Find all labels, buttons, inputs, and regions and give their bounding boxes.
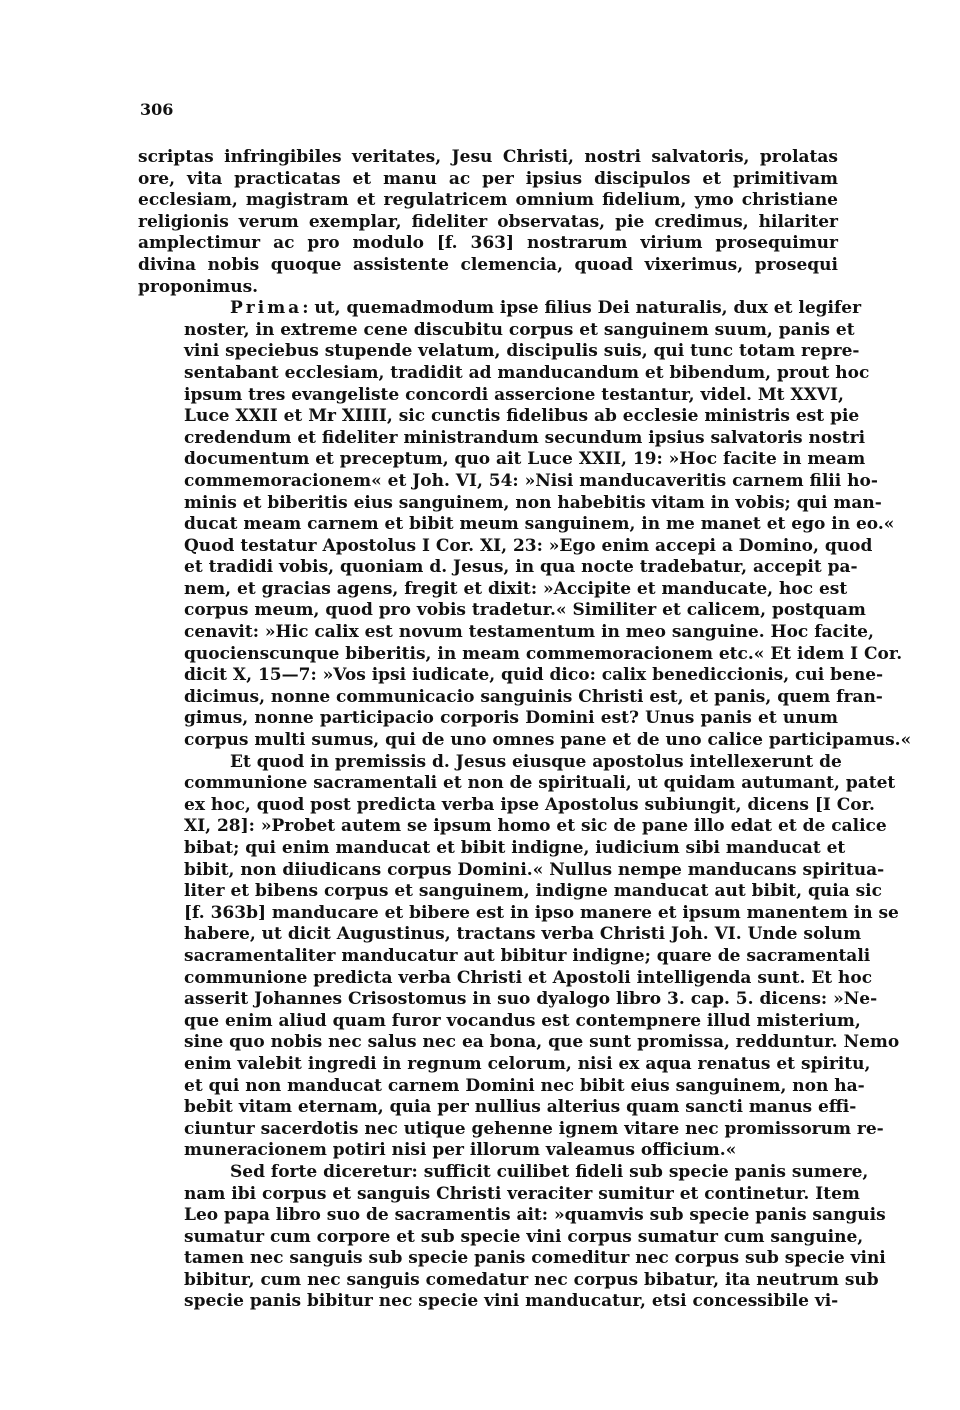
text-line: corpus meum, quod pro vobis tradetur.« Similiter et calicem, postquam <box>184 600 866 621</box>
text-line: vini speciebus stupende velatum, discipulis suis, qui tunc totam repre- <box>184 341 860 362</box>
text-line: asserit Johannes Crisostomus in suo dyalogo libro 3. cap. 5. dicens: »Ne- <box>184 989 878 1010</box>
text-line: ore, vita practicatas et manu ac per ipsius discipulos et primitivam <box>138 168 838 189</box>
text-line: sentabant ecclesiam, tradidit ad manducandum et bibendum, prout hoc <box>184 362 870 383</box>
text-line: ciuntur sacerdotis nec utique gehenne ignem vitare nec promissorum re- <box>184 1118 884 1139</box>
text-line: proponimus. <box>138 276 259 297</box>
text-line: amplectimur ac pro modulo [f. 363] nostrarum virium prosequimur <box>138 233 838 254</box>
text-line: sumatur cum corpore et sub specie vini corpus sumatur cum sanguine, <box>184 1226 864 1247</box>
paragraph <box>138 1161 886 1313</box>
text-line: tamen nec sanguis sub specie panis comeditur nec corpus sub specie vini <box>184 1248 886 1269</box>
text-line: bibit, non diiudicans corpus Domini.« Nullus nempe manducans spiritua- <box>184 859 885 880</box>
text-line: nam ibi corpus et sanguis Christi veraciter sumitur et continetur. Item <box>184 1183 860 1204</box>
paragraph <box>138 298 912 751</box>
text-line: [f. 363b] manducare et bibere est in ipso manere et ipsum manentem in se <box>184 902 899 923</box>
body-text <box>138 147 912 1313</box>
paragraph <box>138 751 900 1162</box>
text-line: sine quo nobis nec salus nec ea bona, que sunt promissa, redduntur. Nemo <box>184 1032 900 1053</box>
text-line: gimus, nonne participacio corporis Domini est? Unus panis et unum <box>184 708 838 729</box>
text-line: Quod testatur Apostolus I Cor. XI, 23: »Ego enim accepi a Domino, quod <box>184 535 873 556</box>
text-line: corpus multi sumus, qui de uno omnes pane et de uno calice participamus.« <box>184 730 912 751</box>
text-line: religionis verum exemplar, fideliter observatas, pie credimus, hilariter <box>138 211 838 232</box>
text-line: cenavit: »Hic calix est novum testamentum in meo sanguine. Hoc facite, <box>184 622 874 643</box>
text-line: specie panis bibitur nec specie vini manducatur, etsi concessibile vi- <box>184 1291 839 1312</box>
text-line: muneracionem potiri nisi per illorum valeamus officium.« <box>184 1140 737 1161</box>
text-line: dicit X, 15—7: »Vos ipsi iudicate, quid dico: calix benediccionis, cui bene- <box>184 665 884 686</box>
text-line: que enim aliud quam furor vocandus est contempnere illud misterium, <box>184 1010 861 1031</box>
text-line: noster, in extreme cene discubitu corpus et sanguinem suum, panis et <box>184 319 855 340</box>
page-number: 306 <box>140 100 174 119</box>
text-line: nem, et gracias agens, fregit et dixit: »Accipite et manducate, hoc est <box>184 578 848 599</box>
text-line: Prima: ut, quemadmodum ipse filius Dei naturalis, dux et legifer <box>230 298 862 319</box>
text-line: credendum et fideliter ministrandum secundum ipsius salvatoris nostri <box>184 427 866 448</box>
text-line: dicimus, nonne communicacio sanguinis Christi est, et panis, quem fran- <box>184 686 883 707</box>
text-line: bibat; qui enim manducat et bibit indigne, iudicium sibi manducat et <box>184 838 846 858</box>
text-line: quocienscunque biberitis, in meam commemoracionem etc.« Et idem I Cor. <box>184 643 903 664</box>
text-line: enim valebit ingredi in regnum celorum, nisi ex aqua renatus et spiritu, <box>184 1053 871 1074</box>
text-line: commemoracionem« et Joh. VI, 54: »Nisi manducaveritis carnem filii ho- <box>184 470 878 491</box>
text-line: scriptas infringibiles veritates, Jesu Christi, nostri salvatoris, prolatas <box>138 147 838 167</box>
text-line: minis et biberitis eius sanguinem, non habebitis vitam in vobis; qui man- <box>184 492 882 513</box>
text-line: communione sacramentali et non de spirituali, ut quidam autumant, patet <box>184 773 896 794</box>
text-line: ex hoc, quod post predicta verba ipse Apostolus subiungit, dicens [I Cor. <box>184 794 875 815</box>
text-line: Leo papa libro suo de sacramentis ait: »quamvis sub specie panis sanguis <box>184 1205 886 1226</box>
text-line: et tradidi vobis, quoniam d. Jesus, in qua nocte tradebatur, accepit pa- <box>184 557 858 578</box>
text-line: XI, 28]: »Probet autem se ipsum homo et sic de pane illo edat et de calice <box>184 816 887 837</box>
text-line: bebit vitam eternam, quia per nullius alterius quam sancti manus effi- <box>184 1097 857 1118</box>
text-line: ecclesiam, magistram et regulatricem omnium fidelium, ymo christiane <box>138 190 838 211</box>
text-line: communione predicta verba Christi et Apostoli intelligenda sunt. Et hoc <box>184 967 873 988</box>
spaced-lead-word: Prima <box>230 298 303 319</box>
text-line: bibitur, cum nec sanguis comedatur nec corpus bibatur, ita neutrum sub <box>184 1269 879 1290</box>
text-line: et qui non manducat carnem Domini nec bibit eius sanguinem, non ha- <box>184 1075 865 1096</box>
text-line: sacramentaliter manducatur aut bibitur indigne; quare de sacramentali <box>184 945 871 966</box>
text-line: liter et bibens corpus et sanguinem, indigne manducat aut bibit, quia sic <box>184 881 882 902</box>
text-line: documentum et preceptum, quo ait Luce XXII, 19: »Hoc facite in meam <box>184 449 866 470</box>
text-line: ducat meam carnem et bibit meum sanguinem, in me manet et ego in eo.« <box>184 514 895 535</box>
text-line: habere, ut dicit Augustinus, tractans verba Christi Joh. VI. Unde solum <box>184 924 862 945</box>
text-line: ipsum tres evangeliste concordi assercione testantur, videl. Mt XXVI, <box>184 384 844 405</box>
text-line: Et quod in premissis d. Jesus eiusque apostolus intellexerunt de <box>230 751 842 772</box>
text-line: divina nobis quoque assistente clemencia, quoad vixerimus, prosequi <box>138 254 838 275</box>
paragraph <box>138 147 838 298</box>
text-line: Luce XXII et Mr XIIII, sic cunctis fidelibus ab ecclesie ministris est pie <box>184 406 860 427</box>
text-line: Sed forte diceretur: sufficit cuilibet fideli sub specie panis sumere, <box>230 1161 869 1182</box>
